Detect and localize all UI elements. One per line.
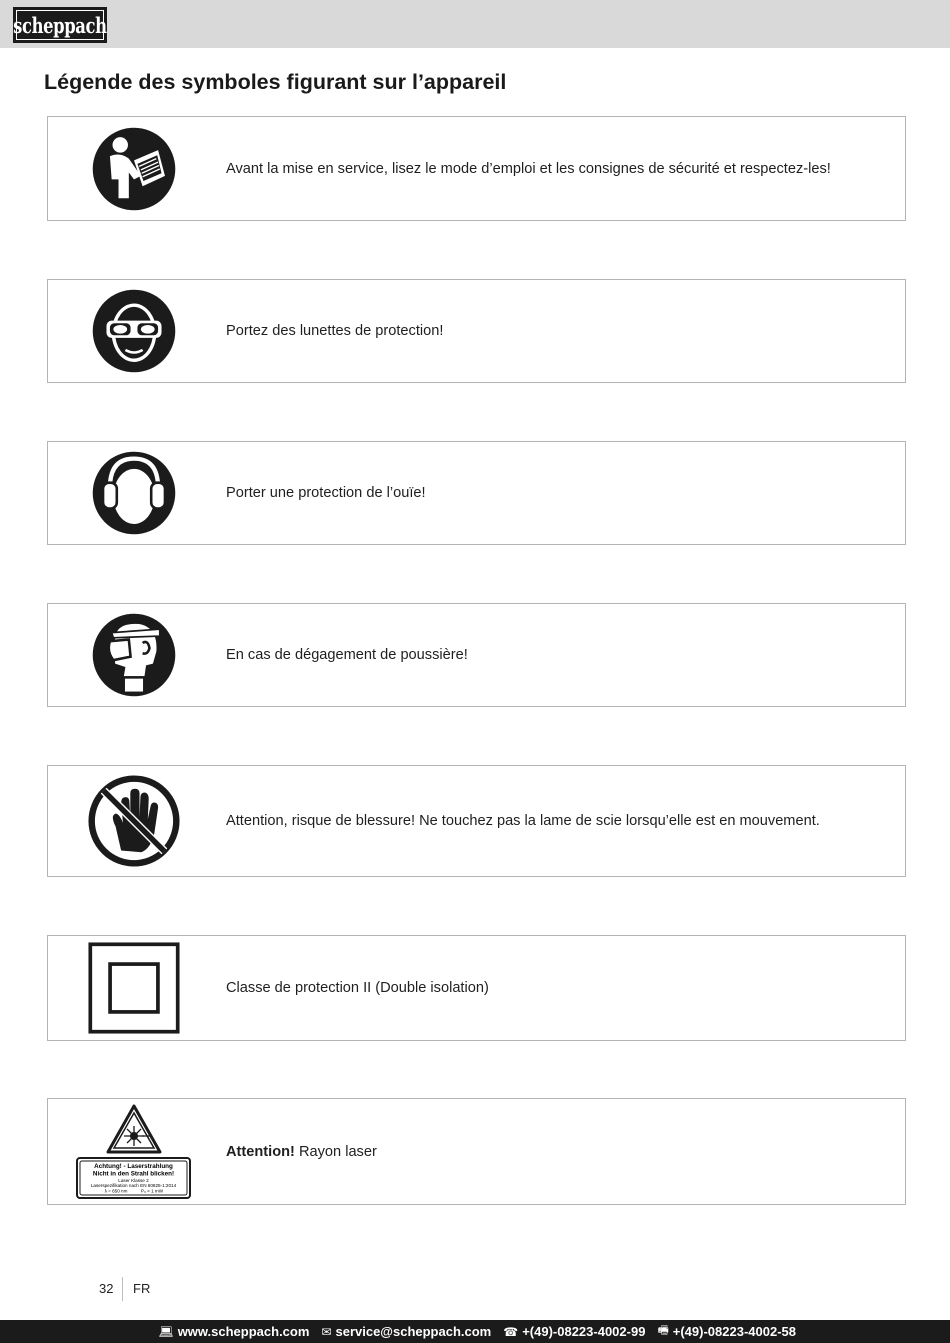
footer-bar [0, 1320, 950, 1343]
phone-icon: ☎ [503, 1324, 519, 1339]
page-language: FR [133, 1281, 151, 1296]
website-text: www.scheppach.com [177, 1324, 310, 1339]
logo-text: scheppach [13, 12, 107, 38]
laser-label-power: P₀ < 1 mW [140, 1188, 164, 1194]
symbol-text-rest: Rayon laser [294, 1144, 377, 1160]
footer-fax[interactable] [657, 1321, 796, 1342]
symbol-row-ear-protection [47, 441, 906, 545]
symbol-row-read-manual [47, 116, 906, 221]
no-hand-icon [83, 766, 185, 876]
symbol-text: Classe de protection II (Double isolation) [226, 980, 489, 996]
envelope-icon: ✉ [321, 1324, 332, 1339]
fax-icon: 🖷︎ [657, 1323, 669, 1337]
email-text: service@scheppach.com [335, 1324, 492, 1339]
symbol-row-goggles [47, 279, 906, 383]
symbol-row-protection-class [47, 935, 906, 1041]
symbol-row-dust-mask [47, 603, 906, 707]
footer-website[interactable] [158, 1324, 309, 1339]
page-title: Légende des symboles figurant sur l’appareil [44, 70, 507, 94]
page-number: 32 [99, 1281, 114, 1296]
symbol-text: En cas de dégagement de poussière! [226, 647, 468, 663]
scheppach-logo[interactable] [13, 7, 107, 43]
fax-text: +(49)-08223-4002-58 [672, 1324, 796, 1339]
laser-label-line3: Laser Klasse 2 [118, 1178, 149, 1183]
laser-label-wavelength: λ = 650 nm [104, 1188, 128, 1194]
laser-label-line1: Achtung! - Laserstrahlung [94, 1163, 173, 1170]
logo-frame [13, 10, 107, 40]
ear-protection-icon [83, 442, 185, 544]
laser-label-line4: Laserspezifikation nach EN 60825-1:2014 [90, 1183, 177, 1188]
footer-email[interactable] [321, 1324, 491, 1339]
page-separator [122, 1277, 123, 1301]
symbol-text: Portez des lunettes de protection! [226, 323, 444, 339]
symbol-row-no-hand [47, 765, 906, 877]
symbol-text: Avant la mise en service, lisez le mode d’emploi et les consignes de sécurité et respectez-les! [226, 160, 831, 177]
read-manual-icon [83, 117, 185, 220]
protection-class-ii-icon [83, 936, 185, 1040]
laser-label-line2: Nicht in den Strahl blicken! [92, 1170, 175, 1178]
header-bar [0, 0, 950, 48]
symbol-text: Porter une protection de l’ouïe! [226, 485, 426, 501]
computer-icon: 💻︎ [158, 1324, 174, 1339]
symbol-text [226, 1144, 895, 1160]
safety-goggles-icon [83, 280, 185, 382]
footer-phone[interactable] [503, 1324, 645, 1339]
symbol-row-laser [47, 1098, 906, 1205]
symbol-text-bold: Attention! [226, 1144, 295, 1160]
phone-text: +(49)-08223-4002-99 [522, 1324, 646, 1339]
dust-mask-icon [83, 604, 185, 706]
laser-warning-icon [76, 1099, 192, 1204]
symbol-text: Attention, risque de blessure! Ne touchez pas la lame de scie lorsqu’elle est en mouvement. [226, 813, 820, 829]
